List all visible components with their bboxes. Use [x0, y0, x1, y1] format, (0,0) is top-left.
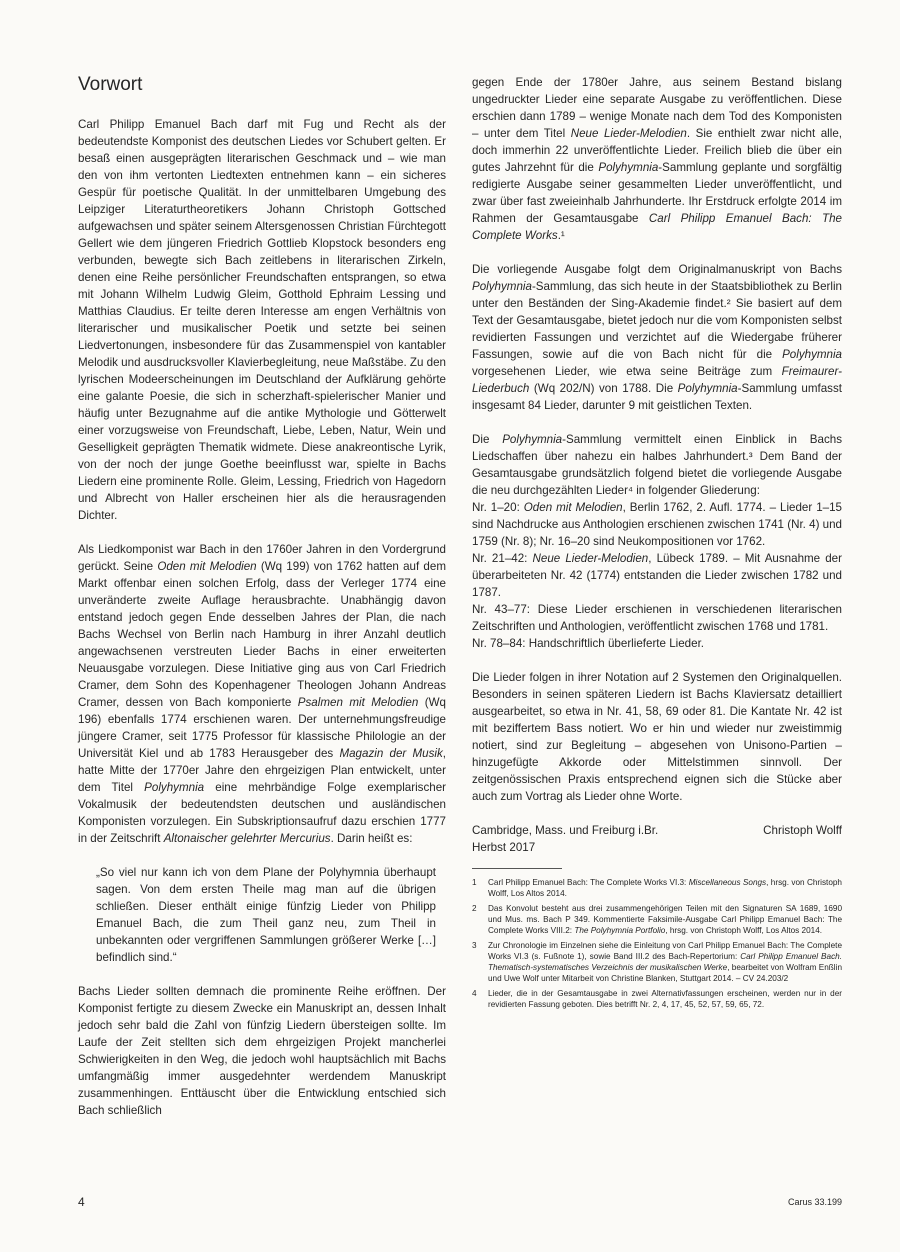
block-quote: „So viel nur kann ich von dem Plane der Polyhymnia überhaupt sagen. Von dem ersten Theile mag man auf die übrigen schließen. Dieser enthält einige fünfzig Lieder von Philipp Emanuel Bach, die zum Theil ganz neu, zum Theil in unbekannten oder vergriffenen Sammlungen größerer Werke […] befindlich sind.“: [96, 866, 436, 964]
place: Cambridge, Mass. und Freiburg i.Br.: [472, 824, 659, 837]
paragraph-notation: Die Lieder folgen in ihrer Notation auf 2 Systemen den Originalquellen. Besonders in seinen späteren Liedern ist Bachs Klaviersatz detailliert ausgearbeitet, so etwa in Nr. 41, 58, 69 oder 81. Die Kantate Nr. 42 ist mit beziffertem Bass notiert. Wo er hin und wieder nur zweistimmig notiert, sind zur Begleitung – abgesehen von Unisono-Partien – hinzugefügte Akkorde oder Mittelstimmen sinnvoll. Der zeitgenössischen Praxis entsprechend eignen sich die Stücke aber auch zum Vortrag als Lieder ohne Worte.: [472, 671, 842, 803]
paragraph-edition: Die vorliegende Ausgabe folgt dem Originalmanuskript von Bachs Polyhymnia-Sammlung, das sich heute in der Staatsbibliothek zu Berlin unter den Beständen der Sing-Akademie findet.² Sie basiert auf dem Text der Gesamtausgabe, bietet jedoch nur die vom Komponisten selbst revidierten Fassungen und verzichtet auf die Wiedergabe früherer Fassungen, sowie auf die von Bach nicht für die Polyhymnia vorgesehenen Lieder, wie etwa seine Beiträge zum Freimaurer-Liederbuch (Wq 202/N) von 1788. Die Polyhymnia-Sammlung umfasst insgesamt 84 Lieder, darunter 9 mit geistlichen Texten.: [472, 263, 842, 412]
structure-list: [472, 431, 842, 652]
paragraph-manuscript: Bachs Lieder sollten demnach die prominente Reihe eröffnen. Der Komponist fertigte zu diesem Zwecke ein Manuskript an, dessen Inhalt jedoch sehr bald die Zahl von fünfzig Liedern übersteigen sollte. Im Laufe der Zeit stellten sich dem ehrgeizigen Projekt mancherlei Schwierigkeiten in den Weg, die jedoch wohl hauptsächlich mit Bachs umfangmäßig immer ausgedehnter werdendem Manuskript zusammenhingen. Enttäuscht über die Entwicklung entschied sich Bach schließlich: [78, 985, 446, 1117]
footnotes: [472, 877, 842, 1010]
left-column: [78, 74, 446, 1136]
right-column: [472, 74, 842, 1014]
footnote: 1 Carl Philipp Emanuel Bach: The Complete Works VI.3: Miscellaneous Songs, hrsg. von Christoph Wolff, Los Altos 2014.: [472, 878, 842, 898]
author: Christoph Wolff: [763, 824, 842, 837]
catalog-number: Carus 33.199: [787, 1197, 842, 1207]
paragraph-lied-composer: Als Liedkomponist war Bach in den 1760er Jahren in den Vordergrund gerückt. Seine Oden mit Melodien (Wq 199) von 1762 hatten auf dem Markt offenbar einen solchen Erfolg, dass der Verleger 1774 eine unveränderte zweite Auflage herausbrachte. Unabhängig davon entstand jedoch gegen Ende desselben Jahres der Plan, die nach Bachs Wechsel von Berlin nach Hamburg in ihrer Anzahl deutlich angewachsenen verstreuten Lieder Bachs in einer erweiterten Neuausgabe vorzulegen. Diese Initiative ging aus von Carl Friedrich Cramer, dem Sohn des Kopenhagener Theologen Johann Andreas Cramer, dessen von Bach komponierte Psalmen mit Melodien (Wq 196) ebenfalls 1774 erschienen waren. Der unternehmungsfreudige jüngere Cramer, seit 1775 Professor für klassische Philologie an der Universität Kiel und ab 1783 Herausgeber des Magazin der Musik, hatte Mitte der 1770er Jahre den ehrgeizigen Plan entwickelt, unter dem Titel Polyhymnia eine mehrbändige Folge exemplarischer Vokalmusik der bedeutendsten deutschen und ausländischen Komponisten vorzulegen. Ein Subskriptionsaufruf dazu erschien 1777 in der Zeitschrift Altonaischer gelehrter Mercurius. Darin heißt es:: [78, 543, 447, 845]
list-item: Nr. 1–20: Oden mit Melodien, Berlin 1762, 2. Aufl. 1774. – Lieder 1–15 sind Nachdrucke aus Anthologien erschienen zwischen 1741 (Nr. 4) und 1759 (Nr. 8); Nr. 16–20 sind Neukompositionen vor 1762.: [472, 501, 842, 548]
list-item: Nr. 21–42: Neue Lieder-Melodien, Lübeck 1789. – Mit Ausnahme der überarbeiteten Nr. 42 (1774) entstanden die Lieder zwischen 1782 und 1787.: [472, 552, 842, 599]
page-number: 4: [78, 1195, 85, 1209]
date: Herbst 2017: [472, 841, 536, 854]
paragraph-publication: gegen Ende der 1780er Jahre, aus seinem Bestand bislang ungedruckter Lieder eine separate Ausgabe zu veröffentlichen. Diese erschien dann 1789 – wenige Monate nach dem Tod des Komponisten – unter dem Titel Neue Lieder-Melodien. Sie enthielt zwar nicht alle, doch immerhin 22 unveröffentlichte Lieder. Freilich blieb die über ein gutes Jahrzehnt für die Polyhymnia-Sammlung geplante und sorgfältig redigierte Ausgabe seiner gesammelten Lieder unveröffentlicht, und zwar über fast zweieinhalb Jahrhunderte. Ihr Erstdruck erfolgte 2014 im Rahmen der Gesamtausgabe Carl Philipp Emanuel Bach: The Complete Works.¹: [472, 76, 843, 242]
page-title: Vorwort: [78, 74, 143, 95]
footnote: 4 Lieder, die in der Gesamtausgabe in zwei Alternativfassungen erscheinen, werden nur in der revidierten Fassung geboten. Dies betrifft Nr. 2, 4, 17, 45, 52, 57, 59, 65, 72.: [472, 989, 842, 1009]
signature-block: [472, 822, 842, 856]
paragraph-intro: Carl Philipp Emanuel Bach darf mit Fug und Recht als der bedeutendste Komponist des deutschen Liedes vor Schubert gelten. Er besaß einen ausgeprägten literarischen Geschmack und – wie man den von ihm vertonten Liedtexten entnehmen kann – ein sicheres Gespür für poetische Qualität. In der unmittelbaren Umgebung des Leipziger Literaturtheoretikers Johann Christoph Gottsched aufgewachsen und später seinem Altersgenossen Christian Fürchtegott Gellert wie dem jüngeren Friedrich Gottlieb Klopstock besonders eng verbunden, bewegte sich Bach zeitlebens in literarischen Zirkeln, denen eine Reihe persönlicher Freundschaften entsprangen, so etwa mit Johann Wilhelm Ludwig Gleim, Gotthold Ephraim Lessing und Matthias Claudius. Er teilte deren Interesse am engen Verhältnis von literarischer und musikalischer Poetik und setzte bei seinen Liedvertonungen, insbesondere für das Zusammenspiel von kantabler Melodik und ausdrucksvoller Klavierbegleitung, neue Maßstäbe. Zu den lyrischen Modeerscheinungen im Deutschland der Aufklärung gehörte eine galante Poesie, die sich in scherzhaft-spielerischer Manier und häufig unter Bezugnahme auf die antike Mythologie und Götterwelt einer vorzugsweise von Freundschaft, Liebe, Leben, Natur, Wein und Geselligkeit geprägten Thematik widmete. Diese anakreontische Lyrik, von der noch der junge Goethe beeinflusst war, spielte in Bachs Liedern eine prominente Rolle. Gleim, Lessing, Friedrich von Hagedorn und Albrecht von Haller erscheinen hier als die herausragenden Dichter.: [78, 118, 446, 522]
footnote-divider: [472, 868, 562, 869]
paragraph-overview: Die Polyhymnia-Sammlung vermittelt einen Einblick in Bachs Liedschaffen über nahezu ein halbes Jahrhundert.³ Dem Band der Gesamtausgabe grundsätzlich folgend bietet die vorliegende Ausgabe die neu durchgezählten Lieder⁴ in folgender Gliederung:: [472, 433, 842, 497]
list-item: Nr. 78–84: Handschriftlich überlieferte Lieder.: [472, 637, 705, 650]
list-item: Nr. 43–77: Diese Lieder erschienen in verschiedenen literarischen Zeitschriften und Anthologien, veröffentlicht zwischen 1768 und 1781.: [472, 603, 842, 633]
footnote: 3 Zur Chronologie im Einzelnen siehe die Einleitung von Carl Philipp Emanuel Bach: The Complete Works VI.3 (s. Fußnote 1), sowie Band III.2 des Bach-Repertorium: Carl Philipp Emanuel Bach. Thematisch-systematisches Verzeichnis der musikalischen Werke, bearbeitet von Wolfram Enßlin und Uwe Wolf unter Mitarbeit von Christine Blanken, Stuttgart 2014. – CV 24.203/2: [472, 941, 843, 983]
footnote: 2 Das Konvolut besteht aus drei zusammengehörigen Teilen mit den Signaturen SA 1689, 1690 und Mus. ms. Bach P 349. Kommentierte Faksimile-Ausgabe Carl Philipp Emanuel Bach: The Complete Works VIII.2: The Polyhymnia Portfolio, hrsg. von Christoph Wolff, Los Altos 2014.: [472, 904, 842, 935]
